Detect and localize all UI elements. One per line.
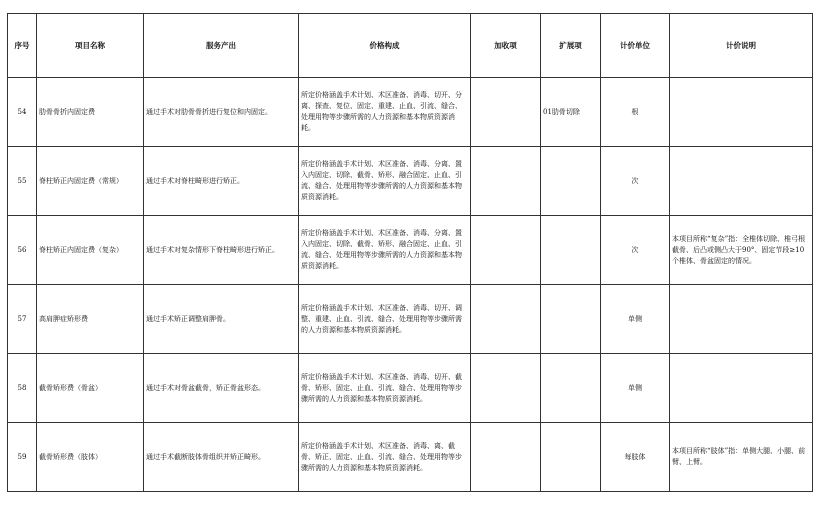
header-price: 价格构成	[299, 14, 471, 78]
table-row	[8, 147, 813, 216]
cell-seq: 57	[8, 285, 37, 354]
cell-ext: 01肋骨切除	[541, 78, 601, 147]
cell-price: 所定价格涵盖手术计划、术区准备、消毒、离、截骨、矫正、固定、止血、引流、缝合、处理用物等步骤所需的人力资源和基本物质资源消耗。	[299, 423, 471, 492]
cell-addon	[471, 147, 541, 216]
cell-ext	[541, 423, 601, 492]
cell-seq: 54	[8, 78, 37, 147]
header-row	[8, 14, 813, 78]
cell-note: 本项目所称“复杂”指：全椎体切除、椎弓根截骨、后凸或侧凸大于90°、固定节段≥10个椎体、骨盆固定的情况。	[670, 216, 813, 285]
cell-price: 所定价格涵盖手术计划、术区准备、消毒、切开、调整、重建、止血、引流、缝合、处理用物等步骤所需的人力资源和基本物质资源消耗。	[299, 285, 471, 354]
cell-unit: 单侧	[601, 285, 670, 354]
header-name: 项目名称	[37, 14, 144, 78]
cell-unit: 根	[601, 78, 670, 147]
table-row	[8, 216, 813, 285]
header-unit: 计价单位	[601, 14, 670, 78]
cell-addon	[471, 216, 541, 285]
cell-name: 脊柱矫正内固定费（常规）	[37, 147, 144, 216]
cell-name: 肋骨骨折内固定费	[37, 78, 144, 147]
cell-seq: 58	[8, 354, 37, 423]
cell-note	[670, 285, 813, 354]
table-row	[8, 78, 813, 147]
cell-ext	[541, 216, 601, 285]
cell-note	[670, 78, 813, 147]
cell-ext	[541, 147, 601, 216]
cell-price: 所定价格涵盖手术计划、术区准备、消毒、分离、置入内固定、切除、截骨、矫形、融合固定、止血、引流、缝合、处理用物等步骤所需的人力资源和基本物质资源消耗。	[299, 216, 471, 285]
cell-addon	[471, 354, 541, 423]
cell-unit: 次	[601, 147, 670, 216]
cell-ext	[541, 285, 601, 354]
cell-note	[670, 354, 813, 423]
cell-price: 所定价格涵盖手术计划、术区准备、消毒、切开、分离、探查、复位、固定、重建、止血、引流、缝合、处理用物等步骤所需的人力资源和基本物质资源消耗。	[299, 78, 471, 147]
header-seq: 序号	[8, 14, 37, 78]
header-output: 服务产出	[144, 14, 299, 78]
cell-output: 通过手术截断肢体骨组织并矫正畸形。	[144, 423, 299, 492]
header-addon: 加收项	[471, 14, 541, 78]
cell-output: 通过手术对复杂情形下脊柱畸形进行矫正。	[144, 216, 299, 285]
header-ext: 扩展项	[541, 14, 601, 78]
cell-name: 截骨矫形费（肢体）	[37, 423, 144, 492]
cell-name: 脊柱矫正内固定费（复杂）	[37, 216, 144, 285]
cell-output: 通过手术矫正调整肩胛骨。	[144, 285, 299, 354]
table-row	[8, 354, 813, 423]
cell-output: 通过手术对骨盆截骨，矫正骨盆形态。	[144, 354, 299, 423]
cell-note	[670, 147, 813, 216]
cell-price: 所定价格涵盖手术计划、术区准备、消毒、分离、置入内固定、切除、截骨、矫形、融合固定、止血、引流、缝合、处理用物等步骤所需的人力资源和基本物质资源消耗。	[299, 147, 471, 216]
cell-name: 高肩胛症矫形费	[37, 285, 144, 354]
cell-name: 截骨矫形费（骨盆）	[37, 354, 144, 423]
table-row	[8, 285, 813, 354]
table-row	[8, 423, 813, 492]
cell-seq: 56	[8, 216, 37, 285]
cell-note: 本项目所称“肢体”指：单侧大腿、小腿、前臂、上臂。	[670, 423, 813, 492]
cell-addon	[471, 78, 541, 147]
cell-price: 所定价格涵盖手术计划、术区准备、消毒、切开、截骨、矫形、固定、止血、引流、缝合、处理用物等步骤所需的人力资源和基本物质资源消耗。	[299, 354, 471, 423]
cell-addon	[471, 285, 541, 354]
cell-unit: 单侧	[601, 354, 670, 423]
cell-unit: 每肢体	[601, 423, 670, 492]
cell-unit: 次	[601, 216, 670, 285]
cell-seq: 59	[8, 423, 37, 492]
cell-seq: 55	[8, 147, 37, 216]
cell-addon	[471, 423, 541, 492]
cell-ext	[541, 354, 601, 423]
pricing-table	[7, 13, 813, 492]
cell-output: 通过手术对脊柱畸形进行矫正。	[144, 147, 299, 216]
header-note: 计价说明	[670, 14, 813, 78]
cell-output: 通过手术对肋骨骨折进行复位和内固定。	[144, 78, 299, 147]
